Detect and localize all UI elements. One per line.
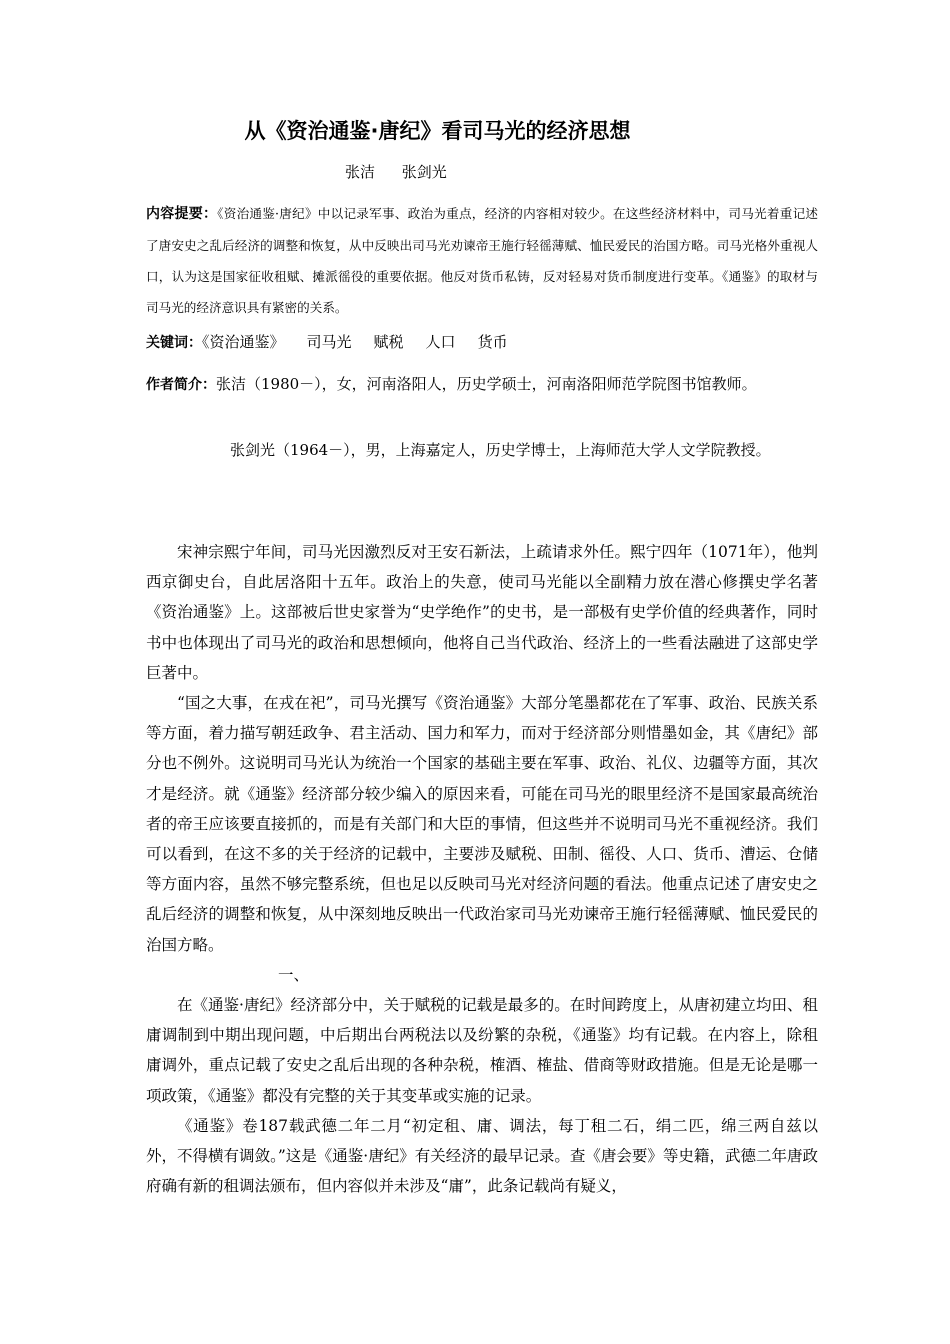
keywords — [146, 328, 530, 357]
author-name: 张剑光 — [401, 163, 447, 181]
body-text — [146, 537, 818, 1201]
paragraph: 宋神宗熙宁年间，司马光因激烈反对王安石新法，上疏请求外任。熙宁四年（1071年），他判西京御史台，自此居洛阳十五年。政治上的失意，使司马光能以全副精力放在潜心修撰史学名著《资治通鉴》上。这部被后世史家誉为“史学绝作”的史书，是一部极有史学价值的经典著作，同时书中也体现出了司马光的政治和思想倾向，他将自己当代政治、经济上的一些看法融进了这部史学巨著中。 — [146, 543, 818, 682]
document-title: 从《资治通鉴·唐纪》看司马光的经济思想 — [244, 119, 631, 143]
author-bio — [146, 368, 816, 401]
author-name: 张洁 — [345, 163, 376, 181]
keyword: 《资治通鉴》 — [202, 333, 285, 351]
section-number: 一、 — [278, 965, 310, 984]
keywords-label: 关键词： — [146, 335, 202, 351]
abstract — [146, 198, 818, 323]
keyword: 司马光 — [306, 333, 352, 351]
paragraph: 在《通鉴·唐纪》经济部分中，关于赋税的记载是最多的。在时间跨度上，从唐初建立均田、租庸调制到中期出现问题，中后期出台两税法以及纷繁的杂税，《通鉴》均有记载。在内容上，除租庸调外，重点记载了安史之乱后出现的各种杂税，榷酒、榷盐、借商等财政措施。但是无论是哪一项政策，《通鉴》都没有完整的关于其变革或实施的记录。 — [146, 996, 818, 1105]
author-bio-first: 张洁（1980－），女，河南洛阳人，历史学硕士，河南洛阳师范学院图书馆教师。 — [216, 375, 757, 393]
abstract-text: 《资治通鉴·唐纪》中以记录军事、政治为重点，经济的内容相对较少。在这些经济材料中，司马光着重记述了唐安史之乱后经济的调整和恢复，从中反映出司马光劝谏帝王施行轻徭薄赋、恤民爱民的治国方略。司马光格外重视人口，认为这是国家征收租赋、摊派徭役的重要依据。他反对货币私铸，反对轻易对货币制度进行变革。《通鉴》的取材与司马光的经济意识具有紧密的关系。 — [146, 206, 818, 315]
keyword: 人口 — [425, 333, 456, 351]
author-bio-label: 作者简介： — [146, 377, 216, 393]
keyword: 赋税 — [373, 333, 404, 351]
paragraph: 《通鉴》卷187载武德二年二月“初定租、庸、调法，每丁租二石，绢二匹，绵三两自兹以外，不得横有调敛。”这是《通鉴·唐纪》有关经济的最早记录。查《唐会要》等史籍，武德二年唐政府确有新的租调法颁布，但内容似并未涉及“庸”，此条记载尚有疑义， — [146, 1116, 818, 1196]
paragraph: “国之大事，在戎在祀”，司马光撰写《资治通鉴》大部分笔墨都花在了军事、政治、民族关系等方面，着力描写朝廷政争、君主活动、国力和军力，而对于经济部分则惜墨如金，其《唐纪》部分也不例外。这说明司马光认为统治一个国家的基础主要在军事、政治、礼仪、边疆等方面，其次才是经济。就《通鉴》经济部分较少编入的原因来看，可能在司马光的眼里经济不是国家最高统治者的帝王应该要直接抓的，而是有关部门和大臣的事情，但这些并不说明司马光不重视经济。我们可以看到，在这不多的关于经济的记载中，主要涉及赋税、田制、徭役、人口、货币、漕运、仓储等方面内容，虽然不够完整系统，但也足以反映司马光对经济问题的看法。他重点记述了唐安史之乱后经济的调整和恢复，从中深刻地反映出一代政治家司马光劝谏帝王施行轻徭薄赋、恤民爱民的治国方略。 — [146, 694, 818, 954]
author-line — [345, 160, 447, 184]
abstract-label: 内容提要： — [146, 206, 218, 222]
author-bio-second: 张剑光（1964－），男，上海嘉定人，历史学博士，上海师范大学人文学院教授。 — [230, 441, 771, 459]
keyword: 货币 — [477, 333, 508, 351]
